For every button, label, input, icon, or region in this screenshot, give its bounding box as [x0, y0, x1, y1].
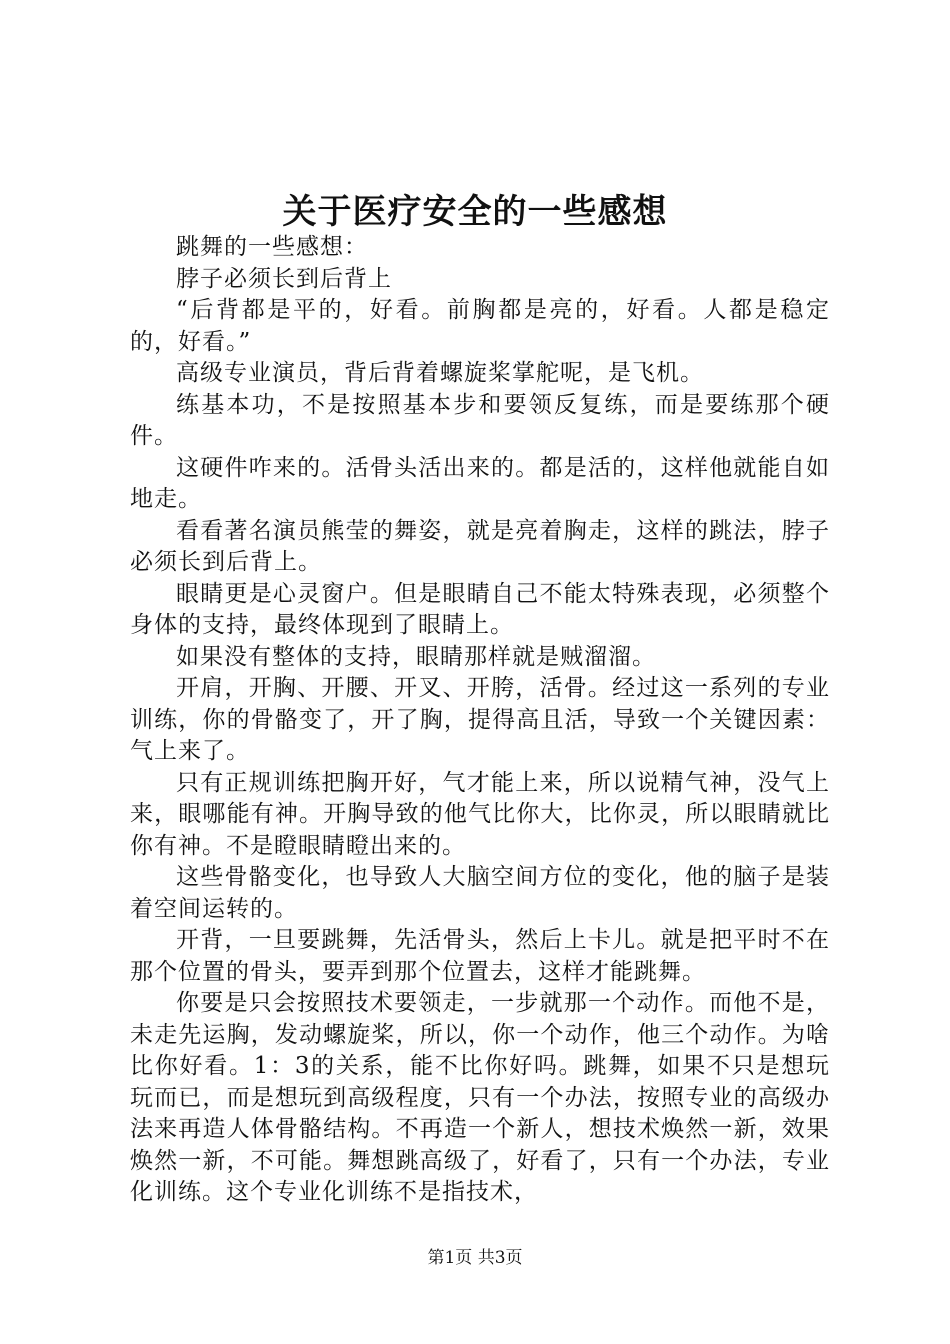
- paragraph: “后背都是平的，好看。前胸都是亮的，好看。人都是稳定的，好看。”: [130, 297, 830, 355]
- paragraph: 脖子必须长到后背上: [176, 265, 392, 292]
- document-title: 关于医疗安全的一些感想: [282, 192, 668, 232]
- page-number-footer: 第1页 共3页: [427, 1248, 523, 1268]
- paragraph: 看看著名演员熊莹的舞姿，就是亮着胸走，这样的跳法，脖子必须长到后背上。: [130, 517, 830, 575]
- paragraph: 开肩，开胸、开腰、开叉、开胯，活骨。经过这一系列的专业训练，你的骨骼变了，开了胸，提得高且活，导致一个关键因素：气上来了。: [130, 675, 830, 764]
- paragraph: 眼睛更是心灵窗户。但是眼睛自己不能太特殊表现，必须整个身体的支持，最终体现到了眼睛上。: [130, 580, 830, 638]
- document-body: [130, 232, 830, 1209]
- paragraph: 开背，一旦要跳舞，先活骨头，然后上卡儿。就是把平时不在那个位置的骨头，要弄到那个位置去，这样才能跳舞。: [130, 927, 830, 985]
- paragraph: 你要是只会按照技术要领走，一步就那一个动作。而他不是，未走先运胸，发动螺旋桨，所以，你一个动作，他三个动作。为啥比你好看。1：3的关系，能不比你好吗。跳舞，如果不只是想玩玩而已，而是想玩到高级程度，只有一个办法，按照专业的高级办法来再造人体骨骼结构。不再造一个新人，想技术焕然一新，效果焕然一新，不可能。舞想跳高级了，好看了，只有一个办法，专业化训练。这个专业化训练不是指技术，: [130, 990, 830, 1205]
- paragraph: 跳舞的一些感想：: [176, 234, 368, 260]
- paragraph: 如果没有整体的支持，眼睛那样就是贼溜溜。: [176, 643, 656, 670]
- paragraph: 只有正规训练把胸开好，气才能上来，所以说精气神，没气上来，眼哪能有神。开胸导致的他气比你大，比你灵，所以眼睛就比你有神。不是瞪眼睛瞪出来的。: [130, 769, 830, 859]
- paragraph: 高级专业演员，背后背着螺旋桨掌舵呢，是飞机。: [176, 360, 704, 386]
- paragraph: 这些骨骼变化，也导致人大脑空间方位的变化，他的脑子是装着空间运转的。: [130, 864, 830, 922]
- paragraph: 这硬件咋来的。活骨头活出来的。都是活的，这样他就能自如地走。: [130, 454, 830, 512]
- paragraph: 练基本功，不是按照基本步和要领反复练，而是要练那个硬件。: [130, 391, 830, 449]
